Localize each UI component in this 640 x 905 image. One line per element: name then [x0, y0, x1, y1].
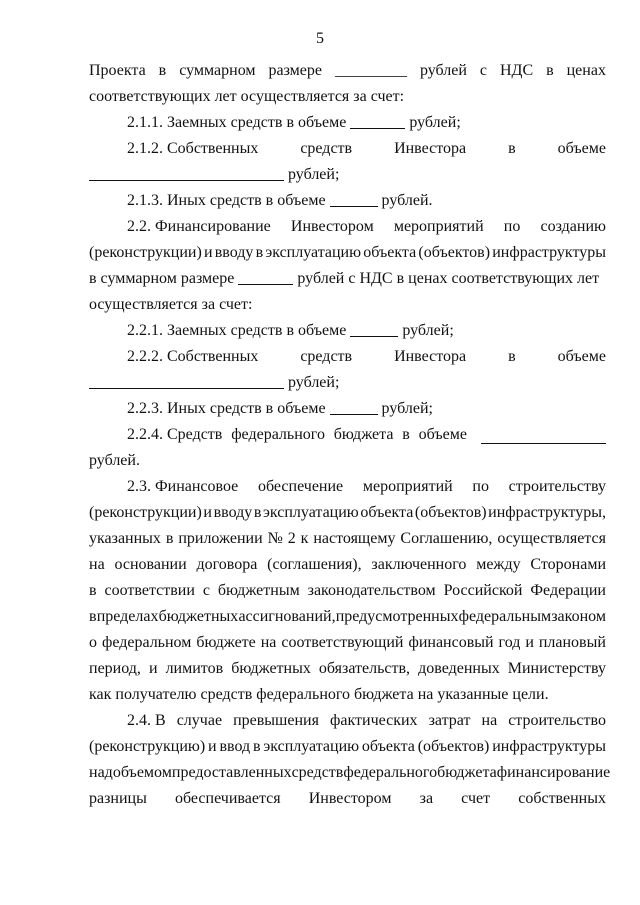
word: 2.3. Финансовое — [127, 478, 239, 495]
word: 2.2. Финансирование — [127, 218, 271, 235]
word: Инвестора — [394, 140, 467, 157]
word: бюджетных — [158, 608, 239, 625]
word: затрат — [428, 712, 471, 729]
word: финансовый — [408, 634, 494, 651]
blank-field — [350, 320, 398, 337]
word: в — [508, 348, 516, 365]
word: НДС — [499, 62, 534, 79]
word: в — [255, 244, 264, 261]
word: 2.2.2. Собственных — [127, 348, 259, 365]
text-line: рублей. — [89, 452, 140, 469]
word: о — [89, 634, 97, 651]
word: и — [148, 660, 158, 677]
word: законодательством — [307, 582, 436, 599]
word: (соглашения), — [267, 556, 362, 573]
text-line — [89, 604, 606, 630]
word: заключенного — [371, 556, 467, 573]
word: фактических — [329, 712, 418, 729]
word: Соглашению, — [400, 530, 493, 547]
word: предусмотренных — [335, 608, 459, 625]
word: плановый — [538, 634, 606, 651]
text-line — [89, 578, 606, 604]
word: средств — [291, 764, 344, 781]
word: объеме — [418, 426, 467, 443]
word: 2.4. В — [127, 712, 166, 729]
word: в — [165, 530, 174, 547]
text-line — [89, 396, 606, 422]
word: над — [89, 764, 113, 781]
text-line — [89, 708, 606, 734]
text-fragment: рублей; — [288, 374, 340, 391]
text-line: соответствующих лет осуществляется за счет: — [89, 88, 405, 105]
word: Российской — [443, 582, 523, 599]
word: (объектов) — [418, 244, 491, 261]
word: вводу — [214, 244, 254, 261]
text-fragment: в суммарном размере — [89, 270, 235, 287]
text-line — [89, 500, 606, 526]
word: мероприятий — [393, 218, 484, 235]
word: по — [503, 218, 521, 235]
word: мероприятий — [362, 478, 453, 495]
text-fragment: рублей; — [381, 400, 433, 417]
word: разницы — [89, 790, 147, 807]
word: год — [498, 634, 521, 651]
word: (реконструкции) — [89, 244, 202, 261]
text-line — [89, 240, 606, 266]
text-line — [89, 318, 606, 344]
word: эксплуатацию — [265, 244, 362, 261]
word: строительству — [508, 478, 606, 495]
word: объеме — [557, 348, 606, 365]
word: обязательств, — [318, 660, 411, 677]
word: приложении — [178, 530, 263, 547]
text-fragment: рублей. — [381, 192, 433, 209]
word: к — [300, 530, 309, 547]
word: объекта — [363, 244, 417, 261]
word: _________ — [334, 62, 407, 79]
word: доведенных — [418, 660, 500, 677]
word: объекта — [361, 738, 415, 755]
text-fragment: рублей; — [409, 114, 461, 131]
text-line — [89, 526, 606, 552]
word: по — [472, 478, 489, 495]
word: лимитов — [165, 660, 224, 677]
blank-field — [330, 190, 378, 207]
text-line — [89, 786, 606, 812]
word: с — [202, 582, 210, 599]
word: ассигнований, — [238, 608, 336, 625]
word: размере — [268, 62, 323, 79]
text-line — [89, 734, 606, 760]
word: эксплуатацию — [263, 738, 360, 755]
word: и — [203, 504, 212, 521]
word: в — [253, 504, 262, 521]
word: (реконструкцию) — [89, 738, 206, 755]
word: обеспечивается — [174, 790, 281, 807]
text-line — [89, 344, 606, 370]
word: настоящему — [313, 530, 396, 547]
word: договора — [196, 556, 258, 573]
word: бюджета — [333, 426, 394, 443]
word: федеральном — [101, 634, 192, 651]
word: (объектов) — [417, 738, 490, 755]
word: эксплуатацию — [263, 504, 359, 521]
word: объеме — [557, 140, 606, 157]
word: Проекта — [89, 62, 146, 79]
word: обеспечение — [257, 478, 344, 495]
word: период, — [89, 660, 141, 677]
blank-field — [330, 398, 378, 415]
text-line: как получателю средств федерального бюджета на указанные цели. — [89, 686, 549, 703]
text-line — [89, 474, 606, 500]
text-line — [89, 370, 606, 396]
word: рублей — [419, 62, 467, 79]
text-fragment: рублей; — [288, 166, 340, 183]
text-fragment: 2.1.3. Иных средств в объеме — [127, 192, 326, 209]
word: инфраструктуры — [492, 738, 606, 755]
word: и — [204, 244, 213, 261]
word: и — [525, 634, 534, 651]
text-line — [89, 656, 606, 682]
word: превышения — [233, 712, 319, 729]
word: бюджете — [196, 634, 256, 651]
word: соответствующий — [281, 634, 404, 651]
word: случае — [176, 712, 223, 729]
blank-field — [238, 268, 293, 285]
blank-field — [350, 112, 405, 129]
word: вводу — [213, 504, 253, 521]
word: на — [481, 712, 498, 729]
word: в — [89, 608, 97, 625]
word: и — [208, 738, 217, 755]
word: 2.1.2. Собственных — [127, 140, 259, 157]
word: федерального — [343, 764, 438, 781]
word: строительство — [508, 712, 606, 729]
blank-field — [89, 372, 284, 389]
word: (реконструкции) — [89, 504, 202, 521]
word: Инвестором — [308, 790, 392, 807]
text-line — [89, 760, 611, 786]
word: бюджетным — [217, 582, 300, 599]
word: Инвестора — [394, 348, 467, 365]
word: на — [89, 556, 105, 573]
text-fragment: 2.2.1. Заемных средств в объеме — [127, 322, 347, 339]
text-line — [89, 110, 606, 136]
word: бюджета — [437, 764, 497, 781]
text-line — [89, 162, 606, 188]
word: в — [252, 738, 261, 755]
word: в — [546, 62, 554, 79]
word: 2.2.4. Средств — [127, 426, 223, 443]
word: суммарном — [179, 62, 256, 79]
word: федеральным — [458, 608, 552, 625]
word: в — [89, 582, 97, 599]
word: федерального — [231, 426, 325, 443]
word: объекта — [360, 504, 414, 521]
word: Федерации — [530, 582, 606, 599]
word: законом — [551, 608, 606, 625]
text-line — [89, 266, 606, 292]
word: счет — [461, 790, 491, 807]
word: (объектов) — [414, 504, 487, 521]
blank-field — [481, 427, 606, 444]
word: финансирование — [496, 764, 611, 781]
word: 2 — [287, 530, 296, 547]
word: бюджетных — [231, 660, 311, 677]
word: в — [158, 62, 167, 79]
text-line — [89, 630, 606, 656]
word: № — [267, 530, 283, 547]
word: указанных — [89, 530, 161, 547]
text-fragment: 2.2.3. Иных средств в объеме — [127, 400, 326, 417]
word: Инвестором — [290, 218, 374, 235]
page-number: 5 — [316, 30, 324, 47]
word: осуществляется — [497, 530, 606, 547]
document-body — [89, 58, 611, 812]
text-line — [89, 552, 606, 578]
word: за — [419, 790, 434, 807]
word: пределах — [96, 608, 159, 625]
word: в — [402, 426, 410, 443]
word: основании — [114, 556, 187, 573]
word: Сторонами — [530, 556, 606, 573]
text-line: осуществляется за счет: — [89, 296, 253, 313]
word: предоставленных — [171, 764, 292, 781]
word: средств — [300, 348, 353, 365]
text-line — [89, 188, 606, 214]
text-line — [89, 136, 606, 162]
word: средств — [300, 140, 353, 157]
text-line — [89, 422, 606, 448]
word: соответствии — [104, 582, 195, 599]
text-line — [89, 214, 606, 240]
text-fragment — [127, 422, 481, 448]
word: созданию — [540, 218, 606, 235]
text-line — [89, 58, 606, 84]
text-fragment: рублей; — [402, 322, 454, 339]
blank-field — [89, 164, 284, 181]
text-fragment: рублей с НДС в ценах соответствующих лет — [297, 270, 600, 287]
word: собственных — [518, 790, 606, 807]
text-fragment: 2.1.1. Заемных средств в объеме — [127, 114, 347, 131]
word: с — [479, 62, 487, 79]
word: ввод — [219, 738, 251, 755]
word: ценах — [566, 62, 606, 79]
word: на — [260, 634, 277, 651]
word: Министерству — [507, 660, 606, 677]
word: в — [508, 140, 516, 157]
word: инфраструктуры, — [488, 504, 606, 521]
word: между — [476, 556, 521, 573]
word: объемом — [112, 764, 172, 781]
word: инфраструктуры — [492, 244, 606, 261]
